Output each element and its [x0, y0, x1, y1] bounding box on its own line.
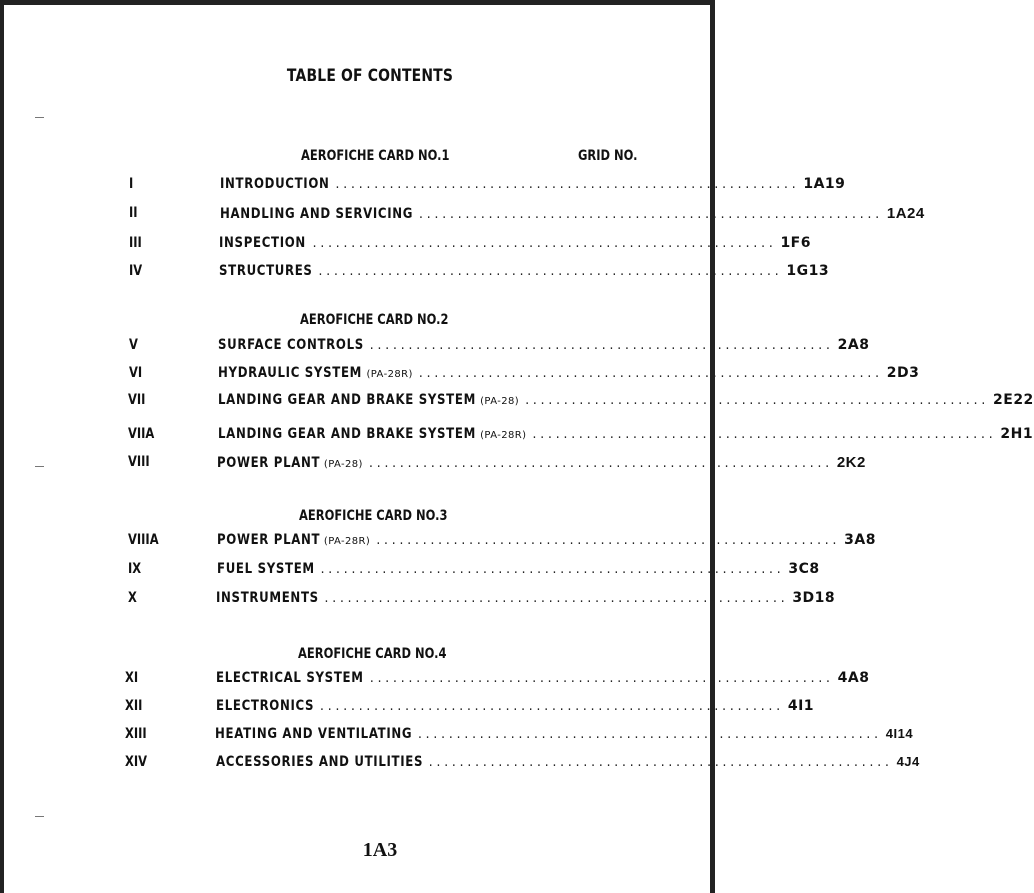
scan-mark: [35, 816, 44, 817]
section-number: XIII: [125, 726, 147, 742]
leader-dots: ............................................................: [418, 207, 883, 222]
toc-entry: [217, 454, 866, 471]
leader-dots: ............................................................: [335, 177, 800, 192]
toc-entry: [219, 263, 830, 279]
grid-number: 3D18: [792, 590, 836, 606]
leader-dots: ............................................................: [319, 699, 784, 714]
section-number: IV: [129, 263, 143, 279]
grid-number: 4A8: [837, 670, 870, 686]
toc-row[interactable]: [0, 670, 870, 690]
section-number: II: [129, 205, 138, 221]
section-title: STRUCTURES: [219, 263, 313, 279]
grid-number: 4I14: [885, 726, 914, 741]
model-note: (PA-28R): [366, 369, 413, 380]
grid-number: 3A8: [844, 532, 876, 548]
leader-dots: ............................................................: [318, 264, 783, 279]
toc-entry: [220, 205, 925, 222]
grid-column-header: GRID NO.: [578, 148, 638, 164]
toc-row[interactable]: [0, 754, 920, 774]
section-title: SURFACE CONTROLS: [218, 337, 364, 353]
model-note: (PA-28R): [480, 430, 527, 441]
section-title: HEATING AND VENTILATING: [215, 726, 413, 742]
section-number: VIIA: [128, 426, 155, 442]
toc-entry: [216, 670, 870, 686]
toc-row[interactable]: [0, 365, 920, 385]
toc-row[interactable]: [0, 426, 1034, 446]
section-number: VIIIA: [128, 532, 159, 548]
toc-row[interactable]: [0, 235, 811, 255]
section-number: X: [128, 590, 137, 606]
section-number: VII: [128, 392, 146, 408]
toc-entry: [216, 698, 815, 714]
toc-entry: [220, 176, 846, 192]
section-title: POWER PLANT: [217, 455, 321, 471]
grid-number: 2D3: [886, 365, 920, 381]
grid-number: 2A8: [837, 337, 870, 353]
toc-row[interactable]: [0, 392, 1034, 412]
grid-number: 1G13: [786, 263, 830, 279]
toc-row[interactable]: [0, 698, 815, 718]
card-heading: AEROFICHE CARD NO.2: [300, 312, 449, 328]
leader-dots: ............................................................: [312, 236, 777, 251]
section-number: I: [129, 176, 134, 192]
leader-dots: ............................................................: [525, 393, 990, 408]
toc-row[interactable]: [0, 263, 830, 283]
grid-number: 2E22: [993, 392, 1034, 408]
leader-dots: ............................................................: [368, 456, 833, 471]
leader-dots: ............................................................: [369, 671, 834, 686]
leader-dots: ............................................................: [376, 533, 841, 548]
section-title: ACCESSORIES AND UTILITIES: [216, 754, 424, 770]
toc-row[interactable]: [0, 176, 846, 196]
toc-entry: [218, 426, 1034, 442]
section-title: POWER PLANT: [217, 532, 321, 548]
section-title: ELECTRICAL SYSTEM: [216, 670, 364, 686]
section-number: XI: [125, 670, 139, 686]
toc-entry: [217, 532, 876, 548]
section-number: XII: [125, 698, 143, 714]
section-number: VIII: [128, 454, 150, 470]
toc-row[interactable]: [0, 205, 925, 225]
card-heading: AEROFICHE CARD NO.4: [298, 646, 447, 662]
section-title: HANDLING AND SERVICING: [220, 206, 414, 222]
section-title: INTRODUCTION: [220, 176, 330, 192]
section-title: LANDING GEAR AND BRAKE SYSTEM: [218, 426, 476, 442]
model-note: (PA-28R): [323, 536, 371, 547]
toc-entry: [217, 561, 820, 577]
toc-row[interactable]: [0, 561, 820, 581]
section-title: INSTRUMENTS: [216, 590, 319, 606]
section-number: XIV: [125, 754, 148, 770]
section-number: IX: [128, 561, 142, 577]
toc-entry: [215, 726, 914, 742]
toc-row[interactable]: [0, 337, 870, 357]
toc-row[interactable]: [0, 726, 914, 746]
section-number: III: [129, 235, 142, 251]
page-number: 1A3: [362, 839, 398, 861]
section-title: INSPECTION: [219, 235, 306, 251]
toc-row[interactable]: [0, 590, 836, 610]
section-title: LANDING GEAR AND BRAKE SYSTEM: [218, 392, 476, 408]
leader-dots: ............................................................: [428, 755, 893, 770]
card-heading: AEROFICHE CARD NO.1: [301, 148, 450, 164]
toc-row[interactable]: [0, 454, 866, 474]
leader-dots: ............................................................: [532, 427, 997, 442]
grid-number: 2H1: [1000, 426, 1034, 442]
card-heading: AEROFICHE CARD NO.3: [299, 508, 448, 524]
grid-number: 1A19: [803, 176, 846, 192]
section-number: VI: [129, 365, 143, 381]
section-title: HYDRAULIC SYSTEM: [218, 365, 363, 381]
leader-dots: ............................................................: [417, 727, 882, 742]
leader-dots: ............................................................: [418, 366, 883, 381]
section-title: ELECTRONICS: [216, 698, 315, 714]
section-number: V: [129, 337, 138, 353]
toc-entry: [218, 365, 920, 381]
toc-entry: [218, 337, 870, 353]
section-title: FUEL SYSTEM: [217, 561, 315, 577]
leader-dots: ............................................................: [369, 338, 834, 353]
leader-dots: ............................................................: [320, 562, 785, 577]
toc-entry: [216, 754, 920, 770]
toc-entry: [218, 392, 1034, 408]
grid-number: 3C8: [788, 561, 820, 577]
grid-number: 1A24: [886, 205, 925, 222]
toc-entry: [219, 235, 811, 251]
grid-number: 2K2: [836, 454, 866, 471]
leader-dots: ............................................................: [324, 591, 789, 606]
document-title: TABLE OF CONTENTS: [286, 66, 454, 86]
model-note: (PA-28): [480, 396, 520, 407]
toc-row[interactable]: [0, 532, 876, 552]
grid-number: 4J4: [896, 754, 920, 769]
model-note: (PA-28): [323, 459, 363, 470]
grid-number: 4I1: [787, 698, 815, 714]
scan-mark: [35, 117, 44, 118]
grid-number: 1F6: [780, 235, 811, 251]
toc-entry: [216, 590, 836, 606]
